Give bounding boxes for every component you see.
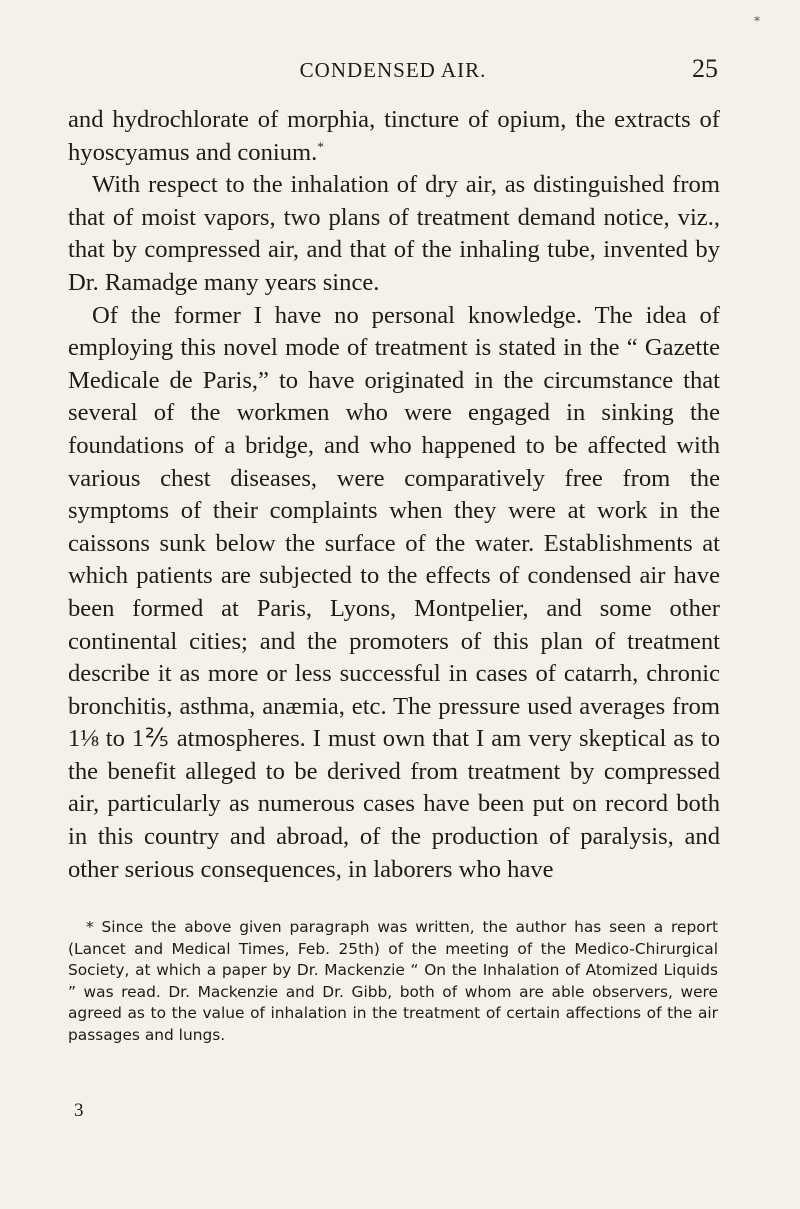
footnote-reference: *	[317, 138, 324, 154]
running-head	[68, 54, 718, 88]
corner-mark: *	[754, 14, 760, 28]
paragraph-2: With respect to the inhalation of dry air, as distinguished from that of moist vapors, two plans of treatment demand notice, viz., that by compressed air, and that of the inhaling tube, invented by Dr. Ramadge many years since.	[68, 171, 720, 296]
paragraph-3: Of the former I have no personal knowledge. The idea of employing this novel mode of treatment is stated in the “ Gazette Medicale de Paris,” to have originated in the circumstance that several of the workmen who were engaged in sinking the foundations of a bridge, and who happened to be affected with various chest diseases, were comparatively free from the symptoms of their complaints when they were at work in the caissons sunk below the surface of the water. Establishments at which patients are subjected to the effects of condensed air have been formed at Paris, Lyons, Montpelier, and some other continental cities; and the promoters of this plan of treatment describe it as more or less successful in cases of catarrh, chronic bronchitis, asthma, anæmia, etc. The pressure used averages from 1⅛ to 1⅖ atmospheres. I must own that I am very skeptical as to the benefit alleged to be derived from treatment by compressed air, particularly as numerous cases have been put on record both in this country and abroad, of the production of paralysis, and other serious consequences, in laborers who have	[68, 301, 720, 883]
paragraph-1-text: and hydrochlorate of morphia, tincture of opium, the extracts of hyoscyamus and conium.	[68, 106, 720, 166]
signature-number: 3	[74, 1100, 84, 1121]
paragraph-1	[68, 104, 720, 169]
footnote	[68, 917, 718, 1046]
body-text	[68, 104, 720, 886]
footnote-text: * Since the above given paragraph was written, the author has seen a report (Lancet and Medical Times, Feb. 25th) of the meeting of the Medico-Chirurgical Society, at which a paper by Dr. Mackenzie “ On the Inhalation of Atomized Liquids ” was read. Dr. Mackenzie and Dr. Gibb, both of whom are able observers, were agreed as to the value of inhalation in the treatment of certain affections of the air passages and lungs.	[68, 918, 718, 1044]
running-title: CONDENSED AIR.	[299, 58, 487, 82]
page-number: 25	[692, 54, 718, 83]
